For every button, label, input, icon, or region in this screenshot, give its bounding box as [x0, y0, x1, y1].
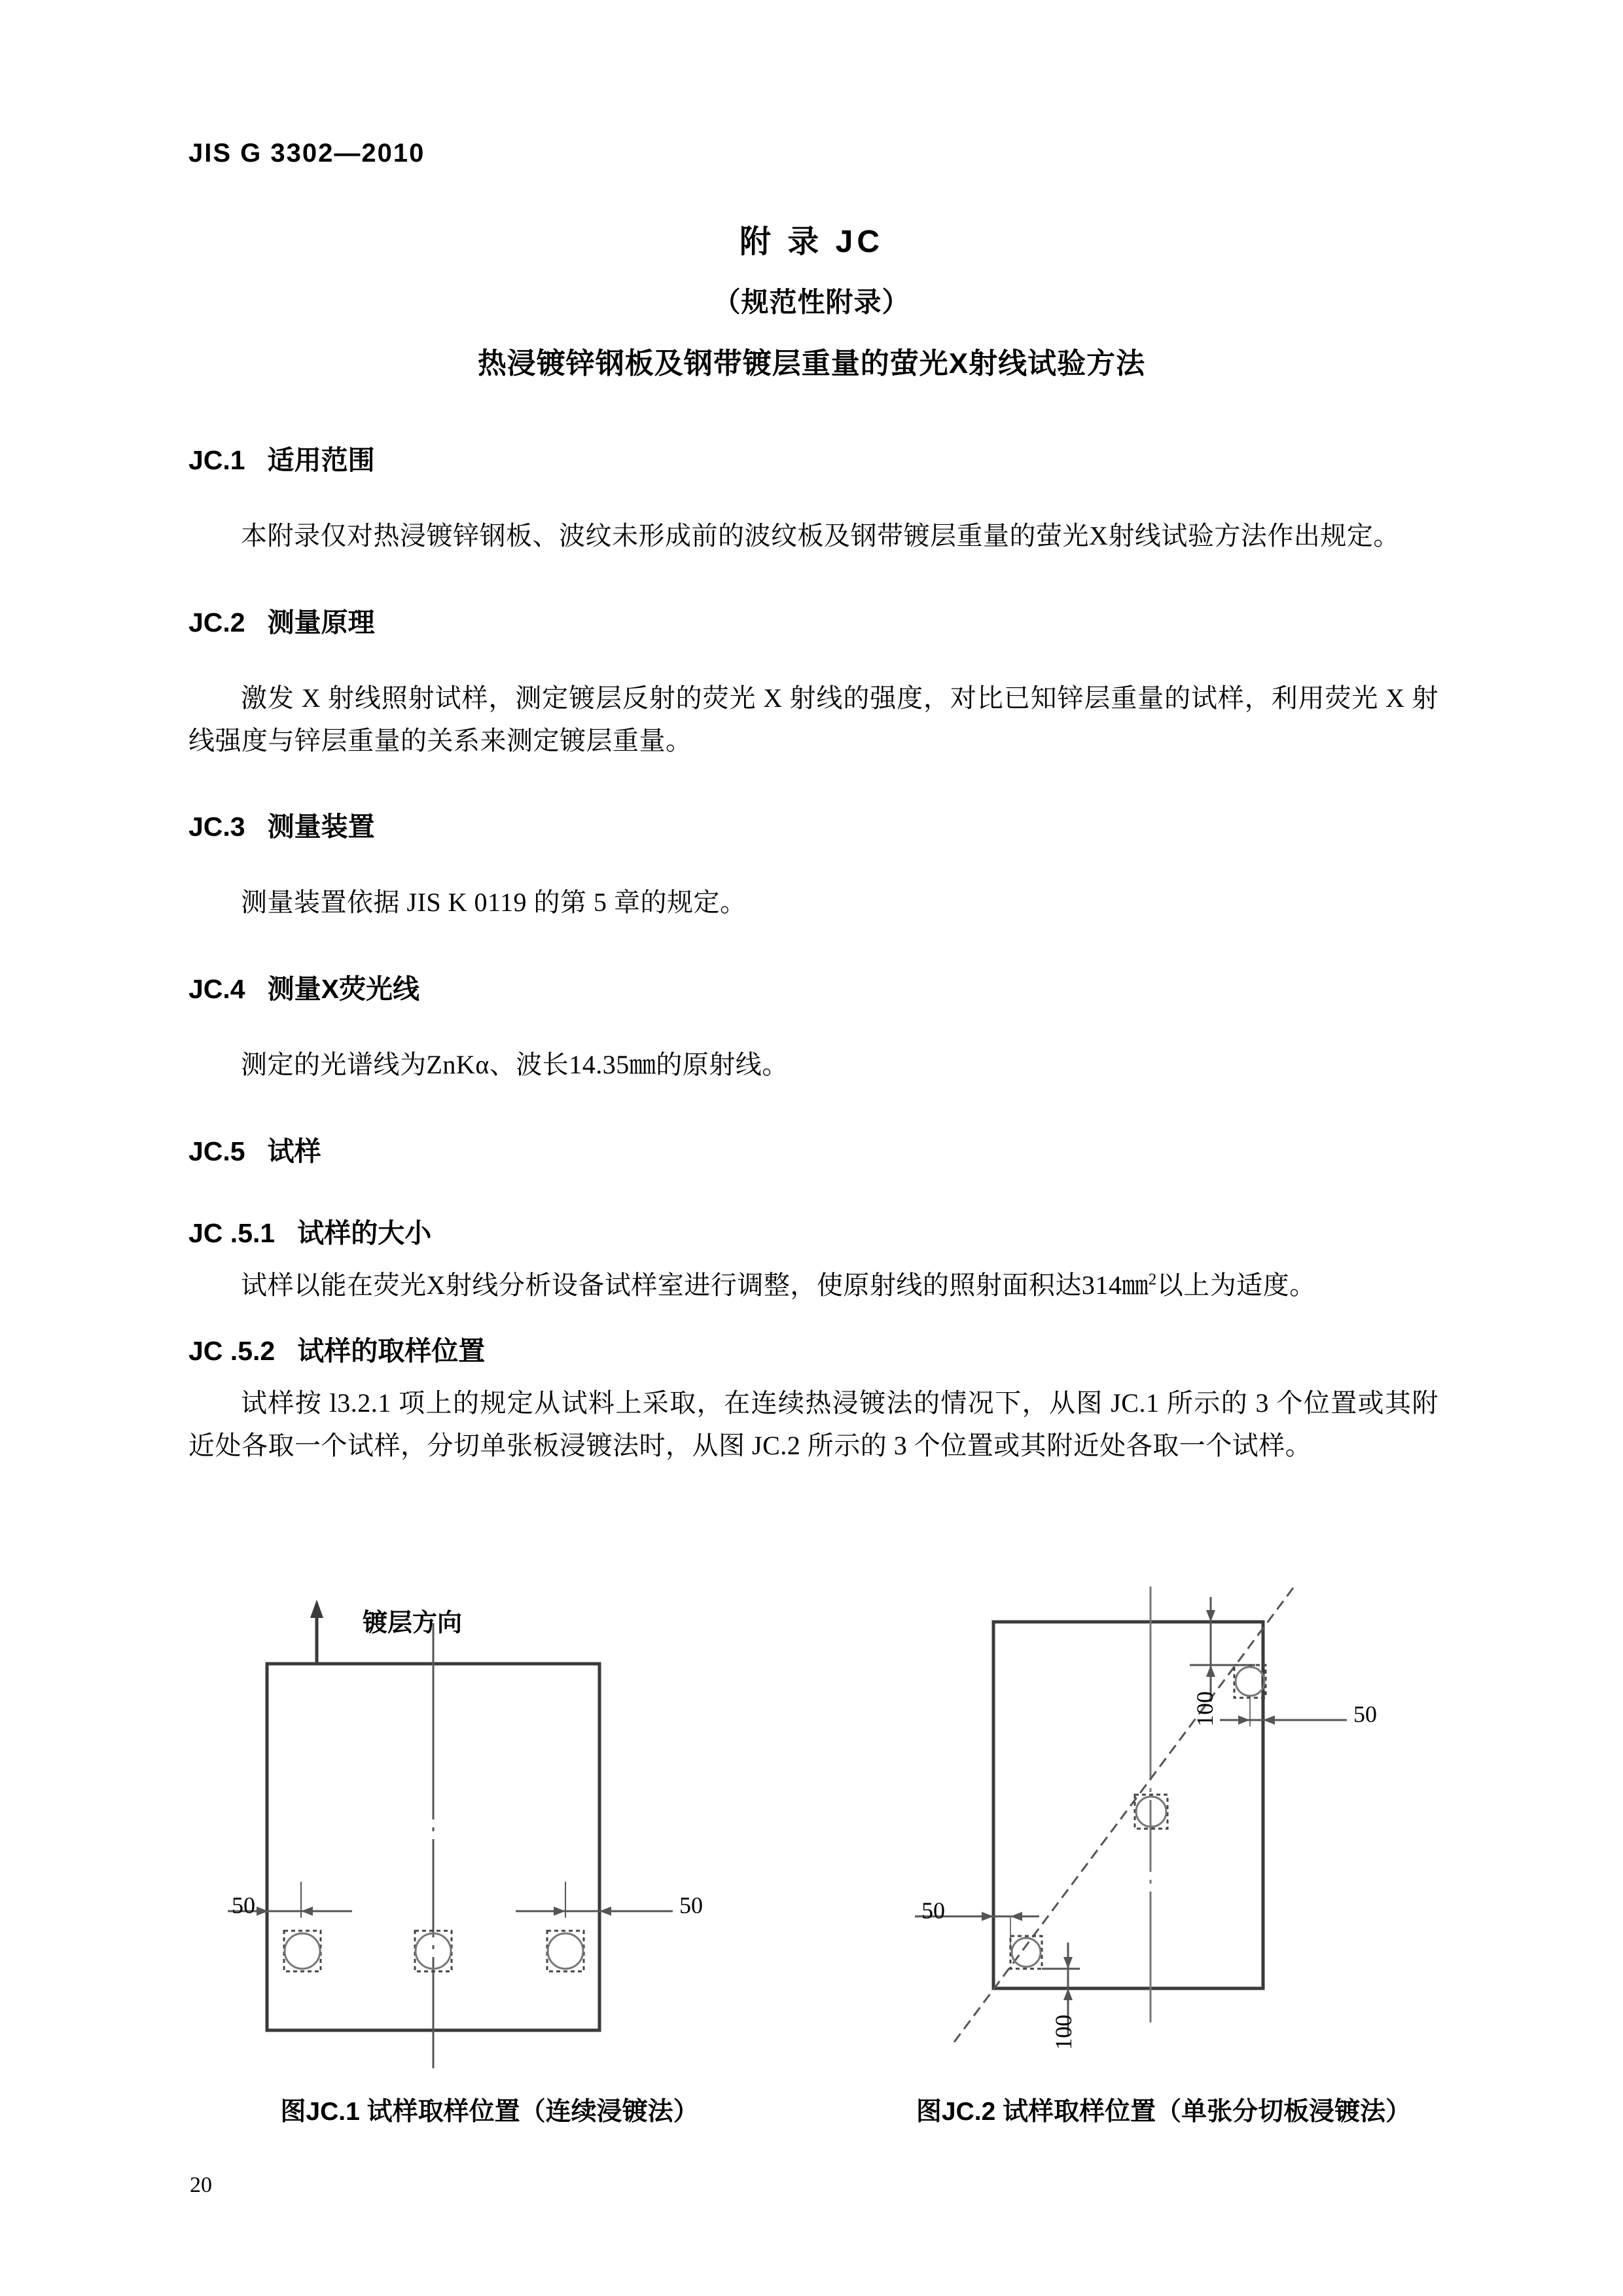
jc51-body-post: 以上为适度。 [1156, 1270, 1316, 1300]
section-title-jc52: 试样的取样位置 [297, 1335, 486, 1366]
section-title-jc5: 试样 [267, 1136, 321, 1166]
figure-jc1-drawing [228, 1584, 751, 2088]
section-body-jc2: 激发 X 射线照射试样，测定镀层反射的荧光 X 射线的强度，对比已知锌层重量的试样，利用荧光 X 射线强度与锌层重量的关系来测定镀层重量。 [188, 683, 1438, 755]
figure-jc2 [902, 1584, 1425, 2160]
figure-jc2-dimension-bottom-horizontal-value: 50 [921, 1897, 945, 1924]
section-heading-jc52 [188, 1329, 1438, 1368]
running-header-standard-id: JIS G 3302—2010 [188, 139, 425, 168]
section-heading-jc51 [188, 1211, 1438, 1250]
annex-main-title: 热浸镀锌钢板及钢带镀层重量的萤光X射线试验方法 [477, 348, 1146, 380]
section-heading-jc3 [188, 805, 1438, 844]
section-number-jc1: JC.1 [188, 445, 245, 475]
section-title-jc2: 测量原理 [267, 607, 375, 637]
section-body-jc51 [188, 1265, 1438, 1307]
figure-jc1 [228, 1584, 751, 2160]
section-heading-jc4 [188, 967, 1438, 1006]
section-body-jc1: 本附录仅对热浸镀锌钢板、波纹未形成前的波纹板及钢带镀层重量的萤光X射线试验方法作出规定。 [241, 521, 1400, 550]
section-body-jc3: 测量装置依据 JIS K 0119 的第 5 章的规定。 [241, 888, 747, 918]
section-body-jc4: 测定的光谱线为ZnKα、波长14.35㎜的原射线。 [241, 1050, 789, 1080]
annex-type-label: （规范性附录） [713, 287, 910, 317]
figure-jc1-sample-marker-left [284, 1931, 321, 1971]
figure-jc2-dimension-bottom-vertical-value: 100 [1050, 2015, 1077, 2050]
annex-label: 附 录 JC [739, 224, 884, 259]
section-title-jc3: 测量装置 [267, 812, 375, 842]
section-title-jc51: 试样的大小 [297, 1217, 432, 1248]
section-body-jc52: 试样按 l3.2.1 项上的规定从试料上采取，在连续热浸镀法的情况下，从图 JC.1 所示的 3 个位置或其附近处各取一个试样，分切单张板浸镀法时，从图 JC.2 所示的 3 个位置或其附近处各取一个试样。 [188, 1388, 1438, 1460]
document-body [188, 439, 1438, 1467]
figure-jc1-caption: 图JC.1 试样取样位置（连续浸镀法） [280, 2098, 699, 2126]
figure-jc1-dimension-right [516, 1882, 673, 1918]
jc51-body-pre: 试样以能在荧光X射线分析设备试样室进行调整，使原射线的照射面积达314㎜ [241, 1270, 1149, 1300]
figure-jc2-dimension-top-horizontal [1220, 1698, 1347, 1727]
figure-jc2-dimension-top-horizontal-value: 50 [1353, 1701, 1377, 1727]
figures-row [188, 1584, 1438, 2160]
figure-jc2-dimension-top-vertical-value: 100 [1192, 1691, 1218, 1727]
section-heading-jc2 [188, 601, 1438, 639]
figure-jc2-dimension-top-vertical [1190, 1597, 1255, 1702]
figure-jc2-sample-marker-top [1234, 1665, 1266, 1698]
section-title-jc1: 适用范围 [267, 445, 375, 475]
figure-jc2-sheet-outline [993, 1622, 1263, 1988]
section-title-jc4: 测量X荧光线 [267, 974, 419, 1005]
figure-jc2-drawing [902, 1584, 1425, 2088]
figure-jc2-caption: 图JC.2 试样取样位置（单张分切板浸镀法） [916, 2098, 1412, 2126]
section-number-jc5: JC.5 [188, 1136, 245, 1166]
annex-title-block [0, 216, 1623, 382]
section-number-jc51: JC .5.1 [188, 1217, 276, 1248]
jc51-body-superscript: 2 [1148, 1270, 1157, 1289]
figure-jc1-dimension-left-value: 50 [232, 1892, 255, 1918]
figure-jc1-direction-label: 镀层方向 [363, 1609, 463, 1637]
section-heading-jc5 [188, 1130, 1438, 1168]
section-number-jc4: JC.4 [188, 974, 245, 1005]
figure-jc1-sample-marker-right [547, 1931, 584, 1971]
figure-jc2-diagonal-line [954, 1584, 1301, 2042]
section-number-jc2: JC.2 [188, 607, 245, 637]
section-number-jc3: JC.3 [188, 812, 245, 842]
page-number: 20 [190, 2173, 212, 2197]
section-number-jc52: JC .5.2 [188, 1335, 276, 1366]
figure-jc1-dimension-right-value: 50 [679, 1892, 703, 1918]
section-heading-jc1 [188, 439, 1438, 477]
coating-direction-arrow-icon [310, 1600, 323, 1664]
figure-jc2-sample-marker-bottom [1010, 1936, 1042, 1969]
